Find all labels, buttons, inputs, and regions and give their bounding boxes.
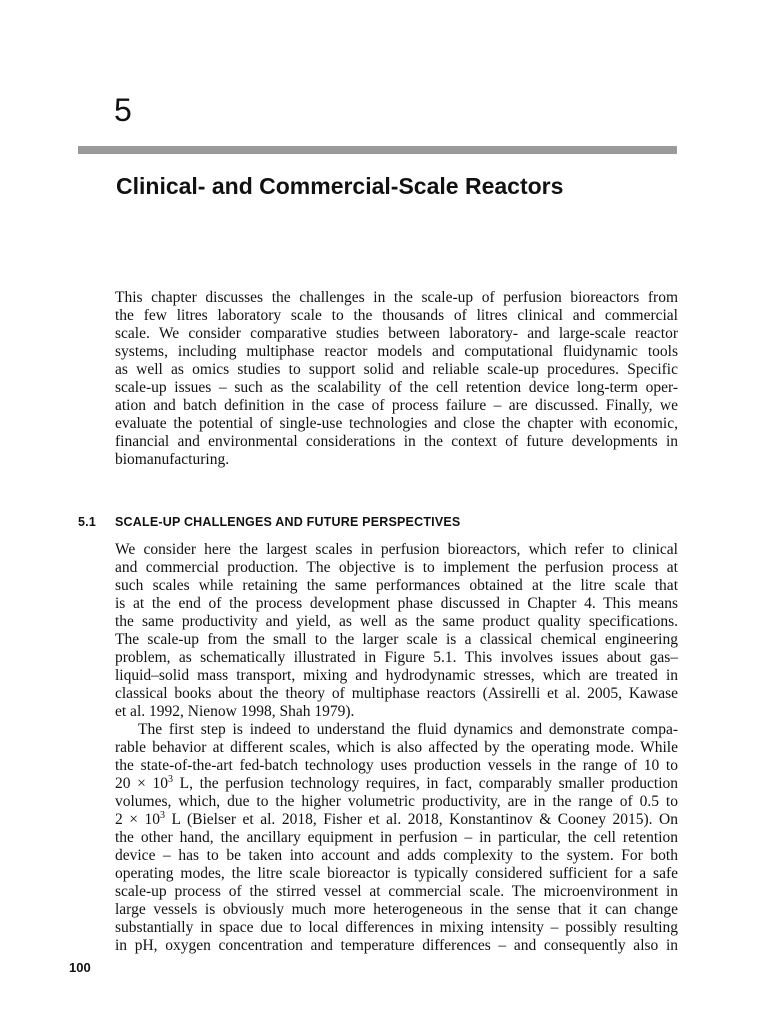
section-title: SCALE-UP CHALLENGES AND FUTURE PERSPECTIVES — [115, 515, 461, 529]
body-line: classical books about the theory of multiphase reactors (Assirelli et al. 2005, Kawase — [115, 685, 678, 702]
body-line: liquid–solid mass transport, mixing and hydrodynamic stresses, which are treated in — [115, 667, 678, 684]
body-line: The first step is indeed to understand the fluid dynamics and demonstrate compa- — [138, 721, 678, 738]
body-line: volumes, which, due to the higher volumetric productivity, are in the range of 0.5 to — [115, 793, 678, 810]
page-number: 100 — [69, 960, 91, 975]
abstract-line: as well as omics studies to support solid and reliable scale-up procedures. Specific — [115, 361, 678, 378]
body-line: large vessels is obviously much more heterogeneous in the sense that it can change — [115, 901, 678, 918]
body-line: in pH, oxygen concentration and temperature differences – and consequently also in — [115, 937, 678, 954]
abstract-line: financial and environmental considerations in the context of future developments in — [115, 433, 678, 450]
body-line: et al. 1992, Nienow 1998, Shah 1979). — [115, 703, 355, 720]
chapter-abstract — [115, 289, 678, 469]
body-line — [115, 811, 678, 829]
section-heading — [78, 514, 460, 530]
math-20x10: 20 × 10 — [115, 775, 169, 792]
body-line: is at the end of the process development phase discussed in Chapter 4. This means — [115, 595, 678, 612]
abstract-line: biomanufacturing. — [115, 451, 230, 468]
body-line: problem, as schematically illustrated in Figure 5.1. This involves issues about gas– — [115, 649, 678, 666]
body-line: and commercial production. The objective is to implement the perfusion process at — [115, 559, 678, 576]
superscript: 3 — [168, 774, 174, 785]
body-line: the other hand, the ancillary equipment in perfusion – in particular, the cell retention — [115, 829, 678, 846]
body-line: rable behavior at different scales, which is also affected by the operating mode. While — [115, 739, 678, 756]
body-line: substantially in space due to local differences in mixing intensity – possibly resulting — [115, 919, 678, 936]
abstract-line: scale-up issues – such as the scalability of the cell retention device long-term oper- — [115, 379, 678, 396]
section-number: 5.1 — [78, 515, 96, 529]
abstract-line: scale. We consider comparative studies between laboratory- and large-scale reactor — [115, 325, 678, 342]
abstract-line: the few litres laboratory scale to the thousands of litres clinical and commercial — [115, 307, 678, 324]
body-line: the same productivity and yield, as well as the same product quality specifications. — [115, 613, 678, 630]
abstract-line: systems, including multiphase reactor models and computational fluidynamic tools — [115, 343, 678, 360]
superscript: 3 — [160, 810, 166, 821]
chapter-number: 5 — [114, 92, 132, 128]
math-2x10: 2 × 10 — [115, 811, 161, 828]
chapter-title: Clinical- and Commercial-Scale Reactors — [116, 173, 564, 199]
body-line: The scale-up from the small to the larger scale is a classical chemical engineering — [115, 631, 678, 648]
line-rest: L (Bielser et al. 2018, Fisher et al. 2018, Konstantinov & Cooney 2015). On — [165, 811, 678, 828]
section-body — [115, 541, 678, 955]
line-rest: L, the perfusion technology requires, in fact, comparably smaller production — [173, 775, 678, 792]
abstract-line: This chapter discusses the challenges in the scale-up of perfusion bioreactors from — [115, 289, 678, 306]
body-line: device – has to be taken into account and adds complexity to the system. For both — [115, 847, 678, 864]
abstract-line: ation and batch definition in the case of process failure – are discussed. Finally, we — [115, 397, 678, 414]
body-line — [115, 775, 678, 793]
body-line: the state-of-the-art fed-batch technology uses production vessels in the range of 10 to — [115, 757, 678, 774]
chapter-rule — [78, 146, 677, 154]
body-line: We consider here the largest scales in perfusion bioreactors, which refer to clinical — [115, 541, 678, 558]
body-line: operating modes, the litre scale bioreactor is typically considered sufficient for a safe — [115, 865, 678, 882]
abstract-line: evaluate the potential of single-use technologies and close the chapter with economic, — [115, 415, 678, 432]
body-line: such scales while retaining the same performances obtained at the litre scale that — [115, 577, 678, 594]
body-line: scale-up process of the stirred vessel at commercial scale. The microenvironment in — [115, 883, 678, 900]
